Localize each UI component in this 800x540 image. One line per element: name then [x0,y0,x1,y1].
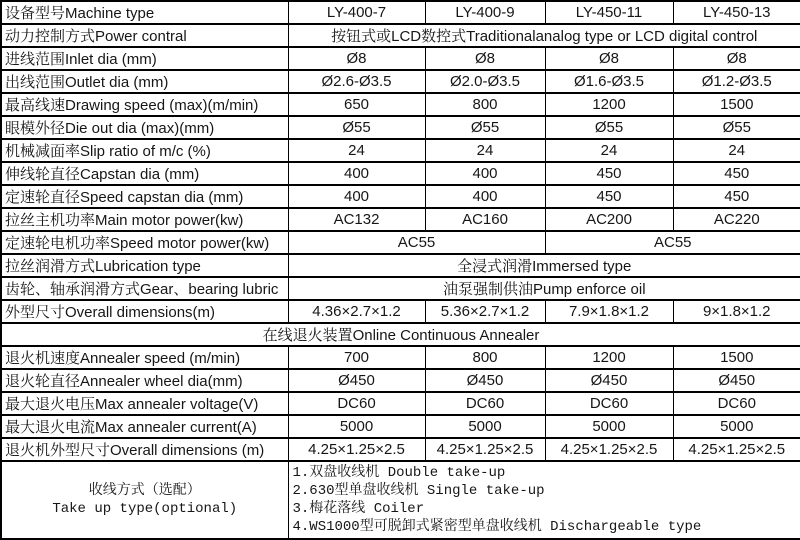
row-lubrication-type [1,254,800,277]
gear-lubrication-value: 油泵强制供油Pump enforce oil [288,277,800,300]
speed-motor-power-left: AC55 [288,231,545,254]
spec-value: AC132 [288,208,425,231]
model-name: LY-400-9 [425,1,545,24]
row-label: 伸线轮直径Capstan dia (mm) [1,162,288,185]
row-label: 拉丝主机功率Main motor power(kw) [1,208,288,231]
row-label: 最大退火电压Max annealer voltage(V) [1,392,288,415]
spec-value: 450 [545,162,673,185]
row-label: 齿轮、轴承润滑方式Gear、bearing lubric [1,277,288,300]
row-label: 定速轮直径Speed capstan dia (mm) [1,185,288,208]
row-slip-ratio [1,139,800,162]
annealer-section-title: 在线退火装置Online Continuous Annealer [1,323,800,346]
spec-value: AC200 [545,208,673,231]
spec-value: Ø55 [288,116,425,139]
row-inlet-dia [1,47,800,70]
take-up-label-en: Take up type(optional) [52,501,238,517]
row-annealer-wheel-dia [1,369,800,392]
row-label: 退火机速度Annealer speed (m/min) [1,346,288,369]
spec-value: 5000 [673,415,800,438]
spec-value: 4.25×1.25×2.5 [425,438,545,461]
spec-value: 400 [425,162,545,185]
row-speed-capstan-dia [1,185,800,208]
spec-value: Ø55 [545,116,673,139]
spec-value: 5000 [288,415,425,438]
spec-value: Ø8 [425,47,545,70]
spec-value: 400 [288,162,425,185]
row-speed-motor-power [1,231,800,254]
take-up-option: 2.630型单盘收线机 Single take-up [292,483,545,499]
spec-value: 5000 [545,415,673,438]
spec-value: Ø8 [673,47,800,70]
spec-value: DC60 [425,392,545,415]
row-annealer-voltage [1,392,800,415]
spec-value: 5.36×2.7×1.2 [425,300,545,323]
row-annealer-speed [1,346,800,369]
spec-value: Ø8 [288,47,425,70]
spec-value: Ø8 [545,47,673,70]
spec-value: 1500 [673,346,800,369]
spec-value: AC160 [425,208,545,231]
spec-value: Ø450 [425,369,545,392]
row-overall-dimensions [1,300,800,323]
spec-value: 1200 [545,346,673,369]
spec-value: 400 [288,185,425,208]
spec-value: 4.25×1.25×2.5 [673,438,800,461]
row-label: 定速轮电机功率Speed motor power(kw) [1,231,288,254]
spec-value: 4.25×1.25×2.5 [288,438,425,461]
row-label: 眼模外径Die out dia (max)(mm) [1,116,288,139]
spec-value: DC60 [545,392,673,415]
row-die-out-dia [1,116,800,139]
take-up-options [288,461,800,539]
spec-value: 450 [673,185,800,208]
spec-value: 700 [288,346,425,369]
spec-value: Ø55 [673,116,800,139]
speed-motor-power-right: AC55 [545,231,800,254]
row-gear-lubrication [1,277,800,300]
row-capstan-dia [1,162,800,185]
model-name: LY-450-11 [545,1,673,24]
row-label: 最高线速Drawing speed (max)(m/min) [1,93,288,116]
spec-value: 5000 [425,415,545,438]
row-label: 出线范围Outlet dia (mm) [1,70,288,93]
spec-value: Ø450 [673,369,800,392]
row-annealer-section-header [1,323,800,346]
row-annealer-current [1,415,800,438]
spec-value: 24 [545,139,673,162]
row-label: 进线范围Inlet dia (mm) [1,47,288,70]
row-power-control [1,24,800,47]
row-main-motor-power [1,208,800,231]
spec-value: Ø1.2-Ø3.5 [673,70,800,93]
spec-value: 800 [425,346,545,369]
spec-value: DC60 [288,392,425,415]
spec-value: 400 [425,185,545,208]
lubrication-value: 全浸式润滑Immersed type [288,254,800,277]
row-annealer-dimensions [1,438,800,461]
row-label: 退火轮直径Annealer wheel dia(mm) [1,369,288,392]
spec-value: Ø2.6-Ø3.5 [288,70,425,93]
spec-value: DC60 [673,392,800,415]
row-outlet-dia [1,70,800,93]
row-label: 机械减面率Slip ratio of m/c (%) [1,139,288,162]
row-label: 动力控制方式Power contral [1,24,288,47]
row-label: 退火机外型尺寸Overall dimensions (m) [1,438,288,461]
spec-value: Ø450 [545,369,673,392]
spec-value: Ø2.0-Ø3.5 [425,70,545,93]
power-control-value: 按钮式或LCD数控式Traditionalanalog type or LCD digital control [288,24,800,47]
take-up-option: 1.双盘收线机 Double take-up [292,465,506,481]
spec-value: 450 [545,185,673,208]
spec-value: 650 [288,93,425,116]
spec-value: 9×1.8×1.2 [673,300,800,323]
row-machine-type [1,1,800,24]
spec-value: 7.9×1.8×1.2 [545,300,673,323]
row-drawing-speed [1,93,800,116]
spec-value: 4.25×1.25×2.5 [545,438,673,461]
spec-value: 1200 [545,93,673,116]
spec-value: 450 [673,162,800,185]
row-label: 拉丝润滑方式Lubrication type [1,254,288,277]
model-name: LY-400-7 [288,1,425,24]
spec-value: 24 [288,139,425,162]
spec-value: Ø1.6-Ø3.5 [545,70,673,93]
spec-value: 24 [673,139,800,162]
spec-value: Ø450 [288,369,425,392]
row-label: 外型尺寸Overall dimensions(m) [1,300,288,323]
take-up-option: 4.WS1000型可脱卸式紧密型单盘收线机 Dischargeable type [292,519,702,535]
machine-type-label: 设备型号Machine type [1,1,288,24]
spec-value: Ø55 [425,116,545,139]
take-up-option: 3.梅花落线 Coiler [292,501,425,517]
spec-value: AC220 [673,208,800,231]
row-label: 最大退火电流Max annealer current(A) [1,415,288,438]
spec-value: 1500 [673,93,800,116]
spec-value: 4.36×2.7×1.2 [288,300,425,323]
model-name: LY-450-13 [673,1,800,24]
row-take-up-type [1,461,800,539]
take-up-label [1,461,288,539]
take-up-label-cn: 收线方式（选配） [88,483,201,499]
spec-value: 800 [425,93,545,116]
spec-value: 24 [425,139,545,162]
